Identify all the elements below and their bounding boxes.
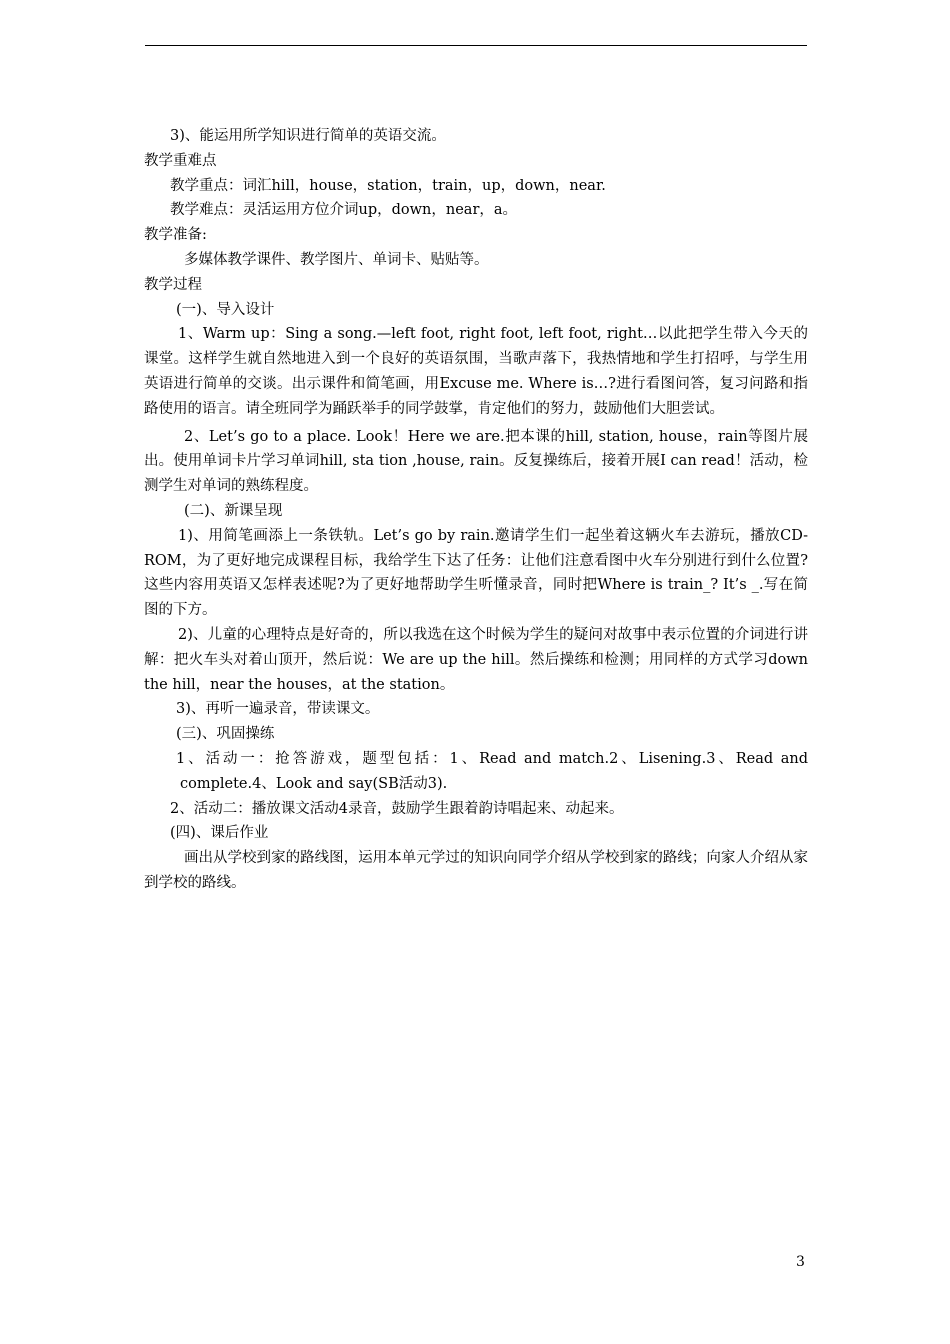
header-rule xyxy=(145,45,807,46)
key-points-focus: 教学重点：词汇hill，house，station，train，up，down，near. xyxy=(170,177,606,194)
paragraph-activity-1: 1、活动一：抢答游戏，题型包括：1、Read and match.2、Lisening.3、Read and complete.4、Look and say(SB活动3). xyxy=(176,750,808,792)
key-points-difficulty: 教学难点：灵活运用方位介词up，down，near，a。 xyxy=(170,202,518,219)
objective-3: 3)、能运用所学知识进行简单的英语交流。 xyxy=(170,128,446,144)
section-heading-process: 教学过程 xyxy=(144,276,202,293)
page-number: 3 xyxy=(796,1254,805,1270)
paragraph-homework: 画出从学校到家的路线图，运用本单元学过的知识向同学介绍从学校到家的路线；向家人介绍从家到学校的路线。 xyxy=(144,850,808,891)
section-heading-preparation: 教学准备: xyxy=(144,227,207,244)
subheading-new-lesson: (二)、新课呈现 xyxy=(184,502,283,519)
subheading-intro-design: (一)、导入设计 xyxy=(176,301,275,318)
paragraph-listen-again: 3)、再听一遍录音，带读课文。 xyxy=(176,701,380,718)
paragraph-prepositions: 2)、儿童的心理特点是好奇的，所以我选在这个时候为学生的疑问对故事中表示位置的介词进行讲解：把火车头对着山顶开，然后说：We are up the hill。然后操练和检测；用同样的方式学习down the hill，near the houses，at the station。 xyxy=(144,626,808,693)
paragraph-lets-go: 2、Let’s go to a place. Look！Here we are.把本课的hill, station, house，rain等图片展出。使用单词卡片学习单词hill, sta tion ,house, rain。反复操练后，接着开展I can read！活动，检测学生对单词的熟练程度。 xyxy=(144,428,808,495)
preparation-materials: 多媒体教学课件、教学图片、单词卡、贴贴等。 xyxy=(184,251,489,268)
subheading-practice: (三)、巩固操练 xyxy=(176,726,275,743)
paragraph-warm-up: 1、Warm up：Sing a song.—left foot, right foot, left foot, right…以此把学生带入今天的课堂。这样学生就自然地进入到一个良好的英语氛围，当歌声落下，我热情地和学生打招呼，与学生用英语进行简单的交谈。出示课件和简笔画，用Excuse me. Where is…?进行看图问答，复习问路和指路使用的语言。请全班同学为踊跃举手的同学鼓掌，肯定他们的努力，鼓励他们大胆尝试。 xyxy=(144,326,808,417)
document-body xyxy=(144,124,808,896)
subheading-homework: (四)、课后作业 xyxy=(170,825,269,842)
paragraph-railway: 1)、用简笔画添上一条铁轨。Let’s go by rain.邀请学生们一起坐着这辆火车去游玩，播放CD-ROM，为了更好地完成课程目标，我给学生下达了任务：让他们注意看图中火车分别进行到什么位置?这些内容用英语又怎样表述呢?为了更好地帮助学生听懂录音，同时把Where is train_? It’s _.写在简图的下方。 xyxy=(144,527,809,619)
paragraph-activity-2: 2、活动二：播放课文活动4录音，鼓励学生跟着韵诗唱起来、动起来。 xyxy=(170,800,624,817)
section-heading-key-points: 教学重难点 xyxy=(144,152,217,169)
